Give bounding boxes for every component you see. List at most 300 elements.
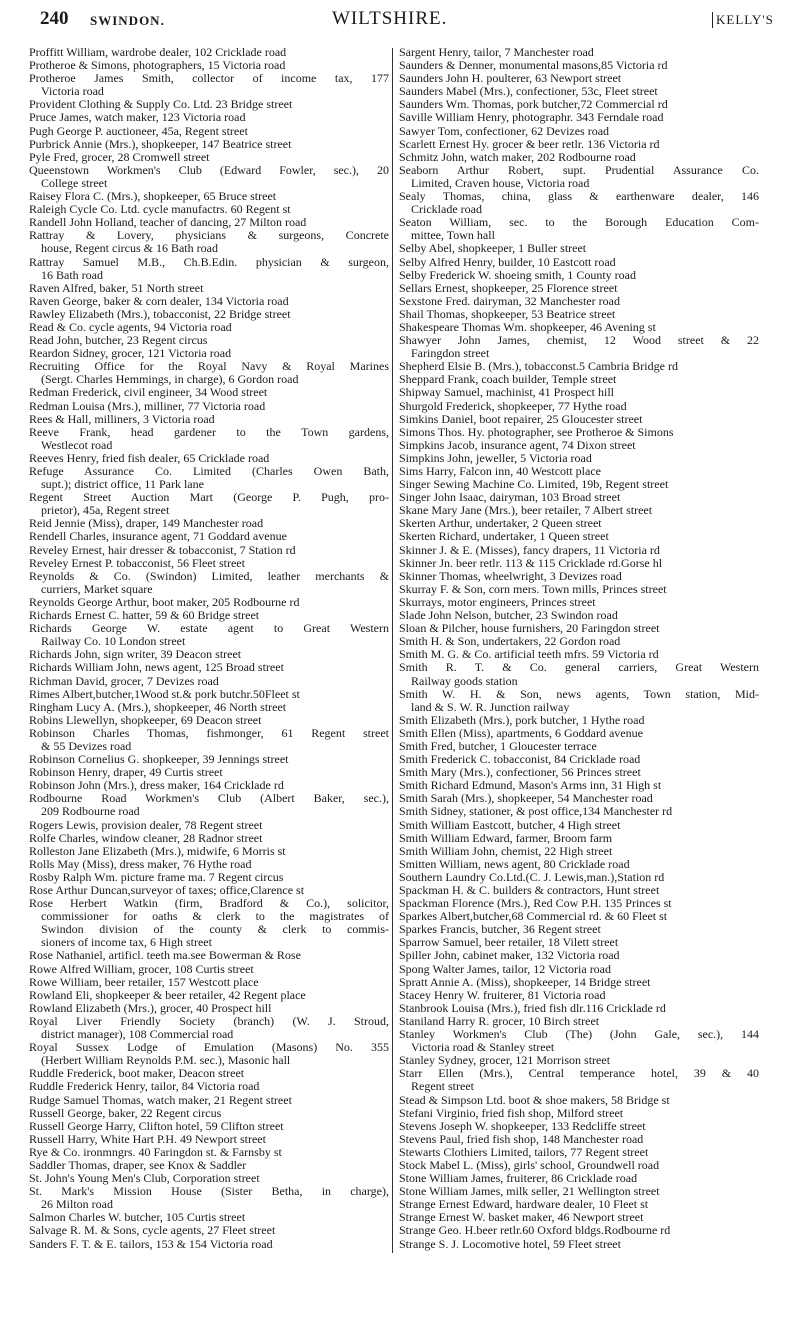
entry-line: Provident Clothing & Supply Co. Ltd. 23 Bridge street: [29, 98, 293, 112]
entry-line: Selby Abel, shopkeeper, 1 Buller street: [399, 242, 587, 256]
entry-line: Simpkins John, jeweller, 5 Victoria road: [399, 451, 592, 465]
directory-entry: [29, 111, 389, 124]
entry-line: Rattray Samuel M.B., Ch.B.Edin. physician & surgeon,: [29, 255, 389, 269]
directory-entry: [399, 1067, 759, 1093]
entry-line: Sims Harry, Falcon inn, 40 Westcott place: [399, 465, 601, 478]
directory-entry: [29, 413, 389, 426]
directory-entry: [29, 1067, 389, 1080]
entry-line: Stanley Sydney, grocer, 121 Morrison street: [399, 1054, 611, 1068]
entry-line: Ruddle Frederick Henry, tailor, 84 Victoria road: [29, 1080, 260, 1094]
entry-continuation-line: Westlecot road: [41, 438, 113, 452]
directory-entry: [399, 360, 759, 373]
entry-line: Spong Walter James, tailor, 12 Victoria road: [399, 962, 612, 976]
entry-line: Robinson Henry, draper, 49 Curtis street: [29, 766, 223, 780]
directory-entry: [29, 779, 389, 792]
entry-line: Smith Elizabeth (Mrs.), pork butcher, 1 Hythe road: [399, 713, 645, 727]
town-heading: SWINDON.: [90, 13, 165, 28]
entry-line: Sanders F. T. & E. tailors, 153 & 154 Victoria road: [29, 1237, 273, 1251]
directory-entry: [29, 675, 389, 688]
directory-entry: [399, 151, 759, 164]
entry-line: Rowe William, beer retailer, 157 Westcott place: [29, 975, 259, 989]
entry-line: St. John's Young Men's Club, Corporation street: [29, 1172, 260, 1186]
entry-line: Singer John Isaac, dairyman, 103 Broad street: [399, 491, 621, 505]
directory-entry: [29, 1146, 389, 1159]
directory-entry: [399, 832, 759, 845]
entry-line: Rolls May (Miss), dress maker, 76 Hythe road: [29, 857, 252, 871]
entry-line: Reynolds & Co. (Swindon) Limited, leather merchants &: [29, 569, 389, 583]
directory-entry: [399, 334, 759, 360]
directory-entry: [399, 976, 759, 989]
entry-line: Rye & Co. ironmngrs. 40 Faringdon st. & Farnsby st: [29, 1145, 282, 1159]
entry-line: Robinson Charles Thomas, fishmonger, 61 Regent street: [29, 726, 389, 740]
entry-line: Richards William John, news agent, 125 Broad street: [29, 661, 284, 675]
entry-line: Rowland Eli, shopkeeper & beer retailer, 42 Regent place: [29, 988, 306, 1002]
directory-entry: [399, 1107, 759, 1120]
directory-entry: [399, 72, 759, 85]
directory-entry: [29, 1133, 389, 1146]
entry-line: Sellars Ernest, shopkeeper, 25 Florence street: [399, 281, 618, 295]
entry-line: Selby Frederick W. shoeing smith, 1 County road: [399, 268, 636, 282]
entry-line: Selby Alfred Henry, builder, 10 Eastcott road: [399, 255, 616, 269]
entry-line: Spratt Annie A. (Miss), shopkeeper, 14 Bridge street: [399, 975, 651, 989]
directory-entry: [399, 1238, 759, 1251]
directory-entry: [399, 216, 759, 242]
directory-entry: [399, 111, 759, 124]
directory-entry: [29, 714, 389, 727]
entry-line: Stewarts Clothiers Limited, tailors, 77 Regent street: [399, 1145, 649, 1159]
directory-entry: [399, 544, 759, 557]
directory-entry: [29, 347, 389, 360]
directory-entry: [399, 242, 759, 255]
entry-continuation-line: Faringdon street: [411, 347, 490, 361]
entry-line: Simkins Daniel, boot repairer, 25 Gloucester street: [399, 412, 643, 426]
directory-entry: [399, 491, 759, 504]
directory-entry: [399, 256, 759, 269]
directory-entry: [399, 688, 759, 714]
directory-entry: [29, 229, 389, 255]
directory-entry: [29, 295, 389, 308]
entry-line: Spackman Florence (Mrs.), Red Cow P.H. 135 Princes st: [399, 897, 672, 911]
directory-entry: [29, 1159, 389, 1172]
directory-entry: [29, 766, 389, 779]
directory-entry: [29, 596, 389, 609]
directory-entry: [399, 819, 759, 832]
directory-entry: [399, 648, 759, 661]
entry-line: Sargent Henry, tailor, 7 Manchester road: [399, 46, 594, 59]
directory-entry: [399, 845, 759, 858]
directory-entry: [399, 1211, 759, 1224]
directory-entry: [399, 884, 759, 897]
entry-line: Seaborn Arthur Robert, supt. Prudential Assurance Co.: [399, 163, 759, 177]
directory-entry: [29, 845, 389, 858]
directory-entry: [29, 1185, 389, 1211]
directory-entry: [399, 373, 759, 386]
entry-line: Recruiting Office for the Royal Navy & Royal Marines: [29, 360, 389, 374]
entry-line: Stone William James, fruiterer, 86 Cricklade road: [399, 1172, 638, 1186]
directory-entry: [399, 1159, 759, 1172]
entry-continuation-line: land & S. W. R. Junction railway: [411, 700, 570, 714]
directory-entry: [399, 1224, 759, 1237]
entry-line: Russell Harry, White Hart P.H. 49 Newport street: [29, 1132, 266, 1146]
directory-entry: [399, 465, 759, 478]
entry-line: Sexstone Fred. dairyman, 32 Manchester road: [399, 294, 620, 308]
directory-entry: [29, 792, 389, 818]
directory-entry: [29, 1172, 389, 1185]
directory-entry: [399, 164, 759, 190]
directory-entry: [399, 98, 759, 111]
entry-line: Saunders John H. poulterer, 63 Newport street: [399, 72, 622, 86]
entry-line: Shipway Samuel, machinist, 41 Prospect hill: [399, 386, 614, 400]
entry-line: Royal Liver Friendly Society (branch) (W. J. Stroud,: [29, 1014, 389, 1028]
entry-line: Stevens Paul, fried fish shop, 148 Manchester road: [399, 1132, 644, 1146]
entry-continuation-line: 26 Milton road: [41, 1198, 113, 1212]
entry-continuation-line: commissioner for oaths & clerk to the magistrates of: [41, 910, 389, 924]
entry-line: Skinner J. & E. (Misses), fancy drapers, 11 Victoria rd: [399, 543, 660, 557]
directory-entry: [29, 46, 389, 59]
directory-entry: [399, 989, 759, 1002]
entry-line: Saunders Wm. Thomas, pork butcher,72 Commercial rd: [399, 98, 668, 112]
entry-line: Strange Geo. H.beer retlr.60 Oxford bldgs.Rodbourne rd: [399, 1224, 671, 1238]
directory-entry: [399, 740, 759, 753]
directory-entry: [29, 59, 389, 72]
entry-line: Spiller John, cabinet maker, 132 Victoria road: [399, 949, 620, 963]
entry-continuation-line: & 55 Devizes road: [41, 739, 132, 753]
entry-continuation-line: Limited, Craven house, Victoria road: [411, 176, 590, 190]
directory-entry: [29, 622, 389, 648]
directory-entry: [29, 819, 389, 832]
directory-entry: [29, 256, 389, 282]
entry-line: Slade John Nelson, butcher, 23 Swindon road: [399, 609, 618, 623]
entry-line: Smith Frederick C. tobacconist, 84 Cricklade road: [399, 753, 641, 767]
entry-line: Seaton William, sec. to the Borough Education Com-: [399, 216, 759, 230]
entry-line: Rolfe Charles, window cleaner, 28 Radnor street: [29, 831, 263, 845]
entry-line: Robinson Cornelius G. shopkeeper, 39 Jennings street: [29, 753, 289, 767]
entry-line: Ruddle Frederick, boot maker, Deacon street: [29, 1067, 245, 1081]
directory-entry: [399, 1198, 759, 1211]
entry-line: Skinner Thomas, wheelwright, 3 Devizes road: [399, 569, 622, 583]
entry-continuation-line: 16 Bath road: [41, 268, 103, 282]
entry-line: Stead & Simpson Ltd. boot & shoe makers, 58 Bridge st: [399, 1093, 670, 1107]
entry-line: Rudge Samuel Thomas, watch maker, 21 Regent street: [29, 1093, 292, 1107]
entry-line: Singer Sewing Machine Co. Limited, 19b, Regent street: [399, 478, 669, 492]
entry-line: Smith R. T. & Co. general carriers, Great Western: [399, 661, 759, 675]
entry-line: Shepherd Elsie B. (Mrs.), tobacconst.5 Cambria Bridge rd: [399, 360, 678, 374]
entry-line: Skerten Richard, undertaker, 1 Queen street: [399, 530, 609, 544]
entry-line: Rowe Alfred William, grocer, 108 Curtis street: [29, 962, 254, 976]
entry-line: Smith Richard Edmund, Mason's Arms inn, 31 High st: [399, 779, 662, 793]
entry-line: Rawley Elizabeth (Mrs.), tobacconist, 22 Bridge street: [29, 307, 291, 321]
directory-entry: [399, 727, 759, 740]
entry-line: Simons Thos. Hy. photographer, see Protheroe & Simons: [399, 425, 674, 439]
entry-line: Shurgold Frederick, shopkeeper, 77 Hythe road: [399, 399, 627, 413]
directory-entry: [399, 609, 759, 622]
directory-entry: [29, 1238, 389, 1251]
entry-line: Regent Street Auction Mart (George P. Pugh, pro-: [29, 491, 389, 505]
entry-line: Skane Mary Jane (Mrs.), beer retailer, 7 Albert street: [399, 504, 653, 518]
entry-line: Raven Alfred, baker, 51 North street: [29, 281, 204, 295]
entry-continuation-line: Victoria road: [41, 85, 104, 99]
entry-line: Stone William James, milk seller, 21 Wellington street: [399, 1185, 660, 1199]
entry-line: Russell George, baker, 22 Regent circus: [29, 1106, 222, 1120]
entry-line: Sparrow Samuel, beer retailer, 18 Vilett street: [399, 936, 619, 950]
entry-line: Strange Ernest W. basket maker, 46 Newport street: [399, 1211, 644, 1225]
directory-entry: [29, 1107, 389, 1120]
directory-entry: [399, 766, 759, 779]
directory-entry: [29, 976, 389, 989]
directory-entry: [399, 622, 759, 635]
directory-entry: [399, 1185, 759, 1198]
directory-entry: [399, 504, 759, 517]
entry-continuation-line: College street: [41, 176, 108, 190]
directory-entry: [399, 517, 759, 530]
entry-line: Smith Mary (Mrs.), confectioner, 56 Princes street: [399, 766, 641, 780]
directory-entry: [29, 1224, 389, 1237]
entry-line: Robinson John (Mrs.), dress maker, 164 Cricklade rd: [29, 779, 284, 793]
directory-entry: [29, 701, 389, 714]
page-number: 240: [40, 8, 69, 29]
entry-line: Reid Jennie (Miss), draper, 149 Manchester road: [29, 517, 264, 531]
directory-entry: [399, 1133, 759, 1146]
column-divider: [392, 48, 393, 1253]
entry-line: Stanbrook Louisa (Mrs.), fried fish dlr.116 Cricklade rd: [399, 1001, 666, 1015]
entry-line: Royal Sussex Lodge of Emulation (Masons) No. 355: [29, 1041, 389, 1055]
entry-line: Stacey Henry W. fruiterer, 81 Victoria road: [399, 988, 606, 1002]
directory-entry: [29, 1094, 389, 1107]
directory-entry: [29, 1015, 389, 1041]
entry-line: Smith W. H. & Son, news agents, Town station, Mid-: [399, 687, 759, 701]
entry-line: Richards George W. estate agent to Great Western: [29, 622, 389, 636]
entry-continuation-line: Regent street: [411, 1080, 474, 1094]
directory-entry: [399, 871, 759, 884]
entry-line: Read John, butcher, 23 Regent circus: [29, 334, 208, 348]
directory-entry: [399, 596, 759, 609]
entry-continuation-line: mittee, Town hall: [411, 229, 495, 243]
directory-entry: [399, 963, 759, 976]
directory-entry: [399, 282, 759, 295]
entry-continuation-line: 209 Rodbourne road: [41, 805, 140, 819]
entry-line: Ringham Lucy A. (Mrs.), shopkeeper, 46 North street: [29, 700, 287, 714]
directory-entry: [399, 478, 759, 491]
directory-entry: [29, 1120, 389, 1133]
entry-line: Raisey Flora C. (Mrs.), shopkeeper, 65 Bruce street: [29, 190, 277, 204]
entry-line: Strange S. J. Locomotive hotel, 59 Fleet street: [399, 1237, 621, 1251]
directory-entry: [29, 151, 389, 164]
entry-line: Strange Ernest Edward, hardware dealer, 10 Fleet st: [399, 1198, 649, 1212]
entry-line: Sparkes Albert,butcher,68 Commercial rd. & 60 Fleet st: [399, 910, 668, 924]
directory-entry: [29, 1041, 389, 1067]
directory-entry: [399, 779, 759, 792]
entry-line: Pruce James, watch maker, 123 Victoria road: [29, 111, 246, 125]
directory-entry: [399, 59, 759, 72]
entry-line: Raleigh Cycle Co. Ltd. cycle manufactrs. 60 Regent st: [29, 203, 291, 217]
entry-line: Salvage R. M. & Sons, cycle agents, 27 Fleet street: [29, 1224, 276, 1238]
directory-entry: [29, 491, 389, 517]
entry-line: Queenstown Workmen's Club (Edward Fowler, sec.), 20: [29, 163, 389, 177]
running-header: [0, 8, 800, 32]
entry-line: Sheppard Frank, coach builder, Temple street: [399, 373, 617, 387]
directory-entry: [399, 1094, 759, 1107]
entry-line: Rose Arthur Duncan,surveyor of taxes; office,Clarence st: [29, 884, 305, 897]
entry-continuation-line: Railway Co. 10 London street: [41, 635, 186, 649]
directory-entry: [399, 190, 759, 216]
entry-continuation-line: (Herbert William Reynolds P.M. sec.), Masonic hall: [41, 1054, 291, 1068]
directory-entry: [399, 138, 759, 151]
entry-line: Pugh George P. auctioneer, 45a, Regent street: [29, 124, 248, 138]
county-heading: WILTSHIRE.: [332, 8, 448, 29]
directory-entry: [399, 452, 759, 465]
directory-entry: [399, 1146, 759, 1159]
entry-line: Stevens Joseph W. shopkeeper, 133 Redcliffe street: [399, 1119, 646, 1133]
directory-entry: [399, 923, 759, 936]
directory-entry: [399, 400, 759, 413]
directory-entry: [29, 125, 389, 138]
entry-line: Saunders & Denner, monumental masons,85 Victoria rd: [399, 59, 668, 73]
entry-continuation-line: prietor), 45a, Regent street: [41, 504, 170, 518]
directory-entry: [29, 858, 389, 871]
directory-entry: [29, 1080, 389, 1093]
entry-line: Smitten William, news agent, 80 Cricklade road: [399, 857, 630, 871]
directory-entry: [29, 661, 389, 674]
entry-line: Sealy Thomas, china, glass & earthenware dealer, 146: [399, 190, 759, 204]
entry-line: St. Mark's Mission House (Sister Betha, in charge),: [29, 1185, 389, 1199]
directory-entry: [29, 98, 389, 111]
directory-entry: [29, 308, 389, 321]
directory-entry: [29, 1211, 389, 1224]
directory-entry: [399, 426, 759, 439]
directory-entry: [399, 792, 759, 805]
entry-line: Reveley Ernest, hair dresser & tobacconist, 7 Station rd: [29, 543, 296, 557]
directory-entry: [29, 360, 389, 386]
entry-line: Rowland Elizabeth (Mrs.), grocer, 40 Prospect hill: [29, 1001, 272, 1015]
directory-entry: [399, 85, 759, 98]
entry-continuation-line: Cricklade road: [411, 203, 482, 217]
entry-line: Simpkins Jacob, insurance agent, 74 Dixon street: [399, 438, 636, 452]
directory-entry: [399, 308, 759, 321]
directory-column-left: [29, 46, 389, 1251]
entry-line: Smith Ellen (Miss), apartments, 6 Goddard avenue: [399, 726, 643, 740]
directory-entry: [29, 727, 389, 753]
entry-line: Sparkes Francis, butcher, 36 Regent street: [399, 923, 601, 937]
directory-entry: [29, 517, 389, 530]
entry-continuation-line: Railway goods station: [411, 674, 518, 688]
directory-column-right: [399, 46, 759, 1251]
entry-line: Sloan & Pilcher, house furnishers, 20 Faringdon street: [399, 622, 660, 636]
directory-entry: [399, 439, 759, 452]
entry-line: Reardon Sidney, grocer, 121 Victoria road: [29, 347, 232, 361]
entry-line: Redman Frederick, civil engineer, 34 Wood street: [29, 386, 268, 400]
directory-entry: [399, 910, 759, 923]
directory-entry: [399, 897, 759, 910]
entry-line: Rimes Albert,butcher,1Wood st.& pork butchr.50Fleet st: [29, 687, 300, 701]
directory-entry: [29, 884, 389, 897]
entry-line: Smith William John, chemist, 22 High street: [399, 844, 613, 858]
entry-line: Reynolds George Arthur, boot maker, 205 Rodbourne rd: [29, 595, 300, 609]
entry-line: Raven George, baker & corn dealer, 134 Victoria road: [29, 294, 289, 308]
directory-entry: [399, 295, 759, 308]
entry-line: Rattray & Lovery, physicians & surgeons, Concrete: [29, 229, 389, 243]
directory-entry: [399, 1002, 759, 1015]
directory-entry: [399, 1028, 759, 1054]
directory-entry: [29, 190, 389, 203]
directory-entry: [29, 321, 389, 334]
entry-line: Scarlett Ernest Hy. grocer & beer retlr. 136 Victoria rd: [399, 137, 660, 151]
directory-entry: [29, 688, 389, 701]
directory-entry: [29, 386, 389, 399]
entry-line: Rosby Ralph Wm. picture frame ma. 7 Regent circus: [29, 870, 284, 884]
entry-line: Shawyer John James, chemist, 12 Wood street & 22: [399, 334, 759, 348]
directory-entry: [29, 570, 389, 596]
entry-line: Russell George Harry, Clifton hotel, 59 Clifton street: [29, 1119, 284, 1133]
entry-line: Rodbourne Road Workmen's Club (Albert Baker, sec.),: [29, 792, 389, 806]
directory-entry: [399, 46, 759, 59]
entry-continuation-line: supt.); district office, 11 Park lane: [41, 478, 204, 492]
entry-continuation-line: house, Regent circus & 16 Bath road: [41, 242, 218, 256]
entry-continuation-line: sioners of income tax, 6 High street: [41, 936, 212, 950]
entry-line: Purbrick Annie (Mrs.), shopkeeper, 147 Beatrice street: [29, 137, 292, 151]
entry-line: Rees & Hall, milliners, 3 Victoria road: [29, 412, 215, 426]
directory-entry: [399, 530, 759, 543]
directory-entry: [399, 805, 759, 818]
entry-line: Smith Fred, butcher, 1 Gloucester terrace: [399, 739, 597, 753]
directory-entry: [399, 570, 759, 583]
directory-entry: [29, 530, 389, 543]
entry-line: Reeves Henry, fried fish dealer, 65 Cricklade road: [29, 451, 270, 465]
entry-line: Sawyer Tom, confectioner, 62 Devizes road: [399, 124, 610, 138]
directory-entry: [399, 557, 759, 570]
entry-line: Rose Herbert Watkin (firm, Bradford & Co.), solicitor,: [29, 897, 389, 911]
directory-entry: [29, 557, 389, 570]
directory-entry: [29, 963, 389, 976]
directory-entry: [399, 413, 759, 426]
entry-line: Reveley Ernest P. tobacconist, 56 Fleet street: [29, 556, 245, 570]
entry-line: Rose Nathaniel, artificl. teeth ma.see Bowerman & Rose: [29, 949, 301, 963]
entry-line: Randell John Holland, teacher of dancing, 27 Milton road: [29, 216, 307, 230]
directory-entry: [29, 1002, 389, 1015]
directory-entry: [29, 832, 389, 845]
directory-entry: [29, 164, 389, 190]
entry-line: Redman Louisa (Mrs.), milliner, 77 Victoria road: [29, 399, 266, 413]
entry-line: Robins Llewellyn, shopkeeper, 69 Deacon street: [29, 713, 262, 727]
entry-line: Reeve Frank, head gardener to the Town gardens,: [29, 425, 389, 439]
entry-line: Smith William Eastcott, butcher, 4 High street: [399, 818, 621, 832]
entry-line: Saunders Mabel (Mrs.), confectioner, 53c, Fleet street: [399, 85, 658, 99]
entry-line: Spackman H. & C. builders & contractors, Hunt street: [399, 884, 660, 897]
directory-entry: [29, 282, 389, 295]
directory-entry: [29, 203, 389, 216]
directory-entry: [399, 635, 759, 648]
entry-continuation-line: curriers, Market square: [41, 582, 153, 596]
entry-line: Skurrays, motor engineers, Princes street: [399, 595, 596, 609]
directory-entry: [399, 949, 759, 962]
directory-entry: [29, 138, 389, 151]
directory-entry: [399, 269, 759, 282]
entry-line: Skerten Arthur, undertaker, 2 Queen street: [399, 517, 602, 531]
entry-line: Rogers Lewis, provision dealer, 78 Regent street: [29, 818, 263, 832]
entry-line: Salmon Charles W. butcher, 105 Curtis street: [29, 1211, 246, 1225]
directory-entry: [399, 1172, 759, 1185]
entry-line: Smith H. & Son, undertakers, 22 Gordon road: [399, 635, 621, 649]
entry-line: Smith M. G. & Co. artificial teeth mfrs. 59 Victoria rd: [399, 648, 659, 662]
directory-entry: [399, 1120, 759, 1133]
directory-entry: [399, 583, 759, 596]
entry-line: Pyle Fred, grocer, 28 Cromwell street: [29, 150, 210, 164]
entry-line: Refuge Assurance Co. Limited (Charles Owen Bath,: [29, 465, 389, 478]
entry-line: Skinner Jn. beer retlr. 113 & 115 Cricklade rd.Gorse hl: [399, 556, 663, 570]
directory-entry: [29, 609, 389, 622]
entry-line: Protheroe James Smith, collector of income tax, 177: [29, 72, 389, 86]
directory-entry: [29, 72, 389, 98]
entry-line: Saddler Thomas, draper, see Knox & Saddler: [29, 1158, 247, 1172]
